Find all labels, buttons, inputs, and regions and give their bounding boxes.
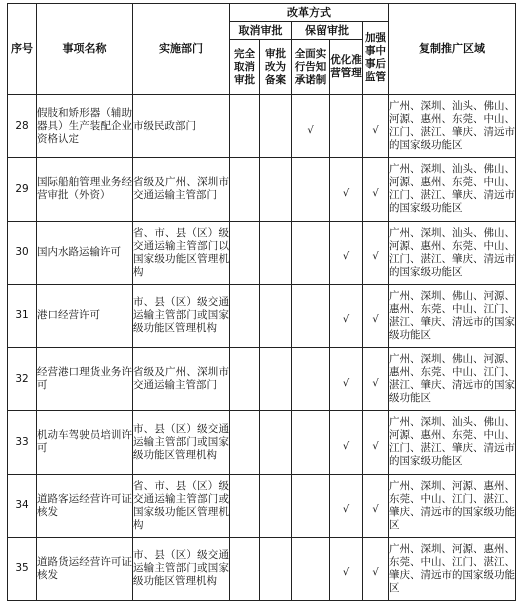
row-change-filing [260,348,292,411]
row-optimize [330,95,363,158]
row-number: 28 [8,95,37,158]
row-strengthen: √ [363,221,389,284]
header-cancel-full: 完全取消审批 [230,40,260,95]
table-row [8,411,516,474]
row-strengthen: √ [363,411,389,474]
row-optimize: √ [330,284,363,347]
row-area: 广州、深圳、汕头、佛山、河源、惠州、东莞、中山、江门、湛江、肇庆、清远市的国家级功能区 [389,411,516,474]
row-item-name: 道路货运经营许可证核发 [37,537,133,600]
row-number: 30 [8,221,37,284]
row-item-name: 国际船舶管理业务经营审批（外资） [37,158,133,221]
row-number: 33 [8,411,37,474]
row-change-filing [260,537,292,600]
row-cancel-full [230,348,260,411]
row-strengthen: √ [363,474,389,537]
reform-items-table [7,3,516,601]
row-cancel-full [230,95,260,158]
row-area: 广州、深圳、河源、惠州、东莞、中山、江门、湛江、肇庆、清远市的国家级功能区 [389,537,516,600]
row-cancel-full [230,474,260,537]
row-cancel-full [230,284,260,347]
row-item-name: 国内水路运输许可 [37,221,133,284]
row-area: 广州、深圳、佛山、河源、惠州、东莞、中山、江门、湛江、肇庆、清远市的国家级功能区 [389,284,516,347]
row-item-name: 经营港口理货业务许可 [37,348,133,411]
row-dept: 省、市、县（区）级交通运输主管部门以国家级功能区管理机构 [133,221,230,284]
row-number: 34 [8,474,37,537]
header-optimize: 优化准营管理 [330,40,363,95]
table-row [8,158,516,221]
table-row [8,474,516,537]
row-commitment [292,348,330,411]
row-strengthen: √ [363,284,389,347]
row-optimize: √ [330,537,363,600]
row-dept: 市级民政部门 [133,95,230,158]
row-area: 广州、深圳、佛山、河源、惠州、东莞、中山、江门、湛江、肇庆、清远市的国家级功能区 [389,348,516,411]
row-optimize: √ [330,348,363,411]
row-dept: 省级及广州、深圳市交通运输主管部门 [133,348,230,411]
row-dept: 市、县（区）级交通运输主管部门或国家级功能区管理机构 [133,284,230,347]
row-commitment [292,158,330,221]
row-strengthen: √ [363,348,389,411]
header-area: 复制推广区域 [389,4,516,95]
row-area: 广州、深圳、汕头、佛山、河源、惠州、东莞、中山、江门、湛江、肇庆、清远市的国家级功能区 [389,221,516,284]
row-change-filing [260,411,292,474]
header-strengthen: 加强事中事后监管 [363,22,389,95]
row-dept: 省、市、县（区）级交通运输主管部门或国家级功能区管理机构 [133,474,230,537]
row-cancel-full [230,158,260,221]
row-number: 31 [8,284,37,347]
row-area: 广州、深圳、汕头、佛山、河源、惠州、东莞、中山、江门、湛江、肇庆、清远市的国家级功能区 [389,95,516,158]
row-change-filing [260,284,292,347]
row-number: 35 [8,537,37,600]
row-change-filing [260,221,292,284]
header-reform: 改革方式 [230,4,389,22]
header-dept: 实施部门 [133,4,230,95]
header-change-filing: 审批改为备案 [260,40,292,95]
row-optimize: √ [330,158,363,221]
row-cancel-full [230,537,260,600]
row-dept: 市、县（区）级交通运输主管部门或国家级功能区管理机构 [133,537,230,600]
row-change-filing [260,474,292,537]
header-keep-group: 保留审批 [292,22,363,40]
table-row [8,348,516,411]
row-item-name: 道路客运经营许可证核发 [37,474,133,537]
row-commitment [292,411,330,474]
row-area: 广州、深圳、汕头、佛山、河源、惠州、东莞、中山、江门、湛江、肇庆、清远市的国家级功能区 [389,158,516,221]
row-dept: 省级及广州、深圳市交通运输主管部门 [133,158,230,221]
row-number: 29 [8,158,37,221]
row-number: 32 [8,348,37,411]
table-row [8,537,516,600]
row-change-filing [260,158,292,221]
header-item-name: 事项名称 [37,4,133,95]
row-strengthen: √ [363,537,389,600]
row-cancel-full [230,411,260,474]
row-item-name: 假肢和矫形器（辅助器具）生产装配企业资格认定 [37,95,133,158]
row-optimize: √ [330,474,363,537]
row-cancel-full [230,221,260,284]
row-item-name: 机动车驾驶员培训许可 [37,411,133,474]
row-commitment [292,221,330,284]
table-row [8,95,516,158]
row-strengthen: √ [363,95,389,158]
row-optimize: √ [330,221,363,284]
table-row [8,221,516,284]
row-commitment: √ [292,95,330,158]
row-commitment [292,537,330,600]
row-commitment [292,474,330,537]
row-area: 广州、深圳、河源、惠州、东莞、中山、江门、湛江、肇庆、清远市的国家级功能区 [389,474,516,537]
header-commitment: 全面实行告知承诺制 [292,40,330,95]
header-cancel-group: 取消审批 [230,22,292,40]
header-seq: 序号 [8,4,37,95]
row-dept: 市、县（区）级交通运输主管部门或国家级功能区管理机构 [133,411,230,474]
row-strengthen: √ [363,158,389,221]
row-optimize: √ [330,411,363,474]
table-row [8,284,516,347]
row-item-name: 港口经营许可 [37,284,133,347]
row-commitment [292,284,330,347]
row-change-filing [260,95,292,158]
